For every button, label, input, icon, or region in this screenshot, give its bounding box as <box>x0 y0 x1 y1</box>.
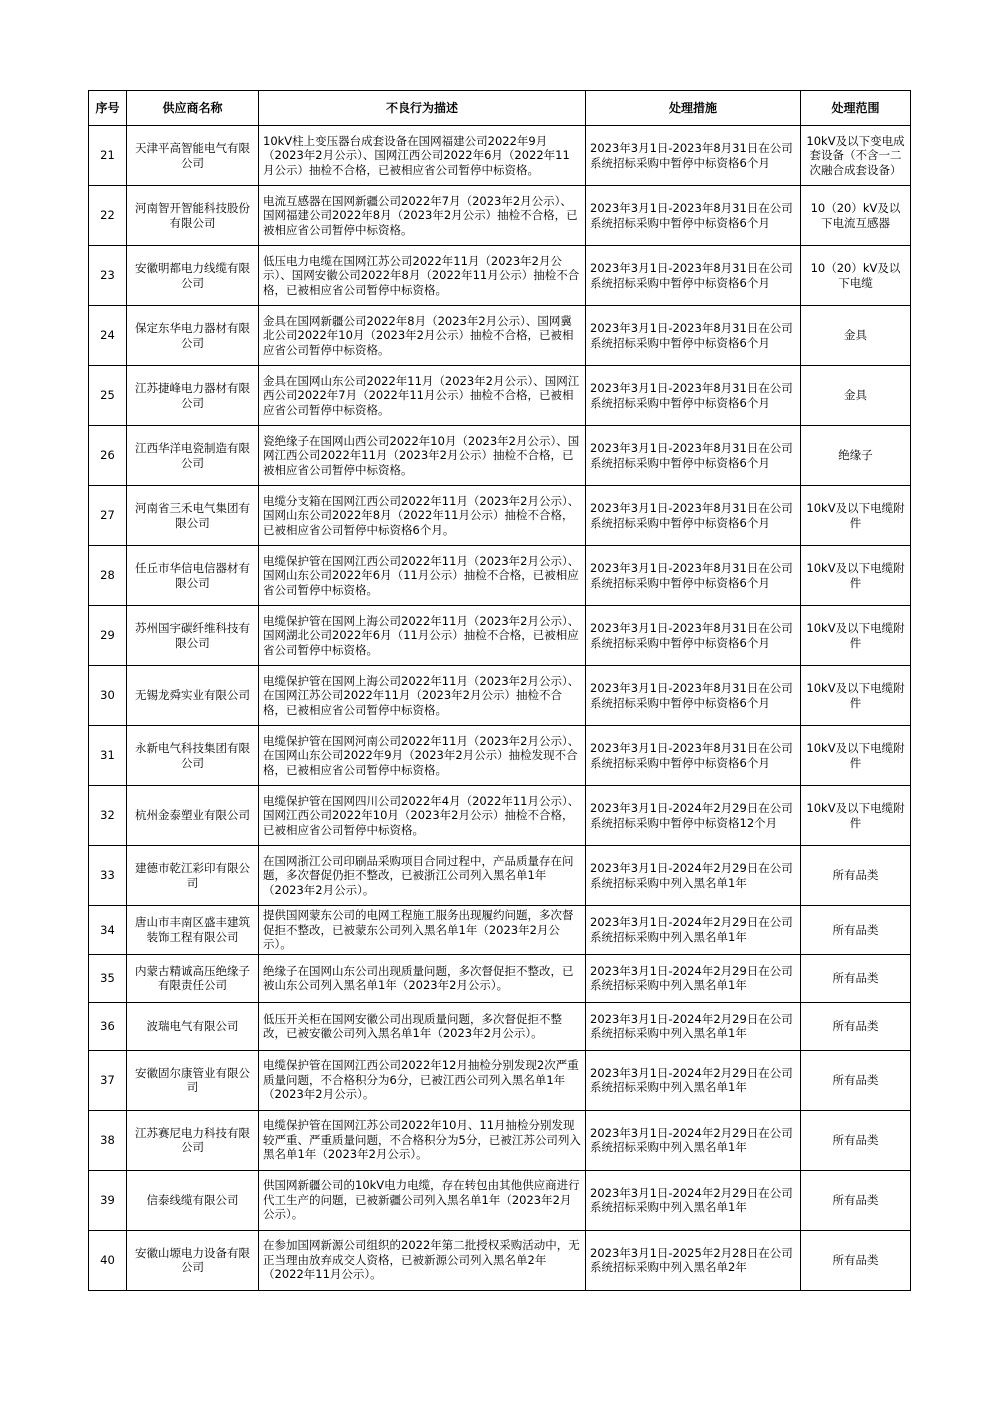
cell-measure: 2023年3月1日-2023年8月31日在公司系统招标采购中暂停中标资格6个月 <box>586 486 801 546</box>
cell-no: 40 <box>89 1230 127 1290</box>
cell-supplier: 河南省三禾电气集团有限公司 <box>127 486 259 546</box>
violation-table <box>88 90 911 1291</box>
cell-no: 31 <box>89 726 127 786</box>
table-header-row <box>89 91 911 126</box>
cell-supplier: 江西华洋电瓷制造有限公司 <box>127 426 259 486</box>
cell-measure: 2023年3月1日-2023年8月31日在公司系统招标采购中暂停中标资格6个月 <box>586 186 801 246</box>
cell-description: 瓷绝缘子在国网山西公司2022年10月（2023年2月公示）、国网江西公司2022年11月（2023年2月公示）抽检不合格，已被相应省公司暂停中标资格。 <box>259 426 586 486</box>
cell-scope: 10kV及以下电缆附件 <box>801 486 911 546</box>
cell-measure: 2023年3月1日-2024年2月29日在公司系统招标采购中列入黑名单1年 <box>586 846 801 906</box>
cell-scope: 所有品类 <box>801 906 911 955</box>
cell-supplier: 永新电气科技集团有限公司 <box>127 726 259 786</box>
cell-scope: 10（20）kV及以下电缆 <box>801 246 911 306</box>
cell-measure: 2023年3月1日-2023年8月31日在公司系统招标采购中暂停中标资格6个月 <box>586 366 801 426</box>
cell-measure: 2023年3月1日-2024年2月29日在公司系统招标采购中列入黑名单1年 <box>586 954 801 1002</box>
table-row <box>89 786 911 846</box>
table-row <box>89 846 911 906</box>
table-row <box>89 1050 911 1110</box>
cell-no: 34 <box>89 906 127 955</box>
header-description: 不良行为描述 <box>259 91 586 126</box>
table-row <box>89 1230 911 1290</box>
header-no: 序号 <box>89 91 127 126</box>
cell-scope: 10kV及以下变电成套设备（不含一二次融合成套设备） <box>801 126 911 186</box>
cell-scope: 金具 <box>801 306 911 366</box>
cell-measure: 2023年3月1日-2025年2月28日在公司系统招标采购中列入黑名单2年 <box>586 1230 801 1290</box>
table-row <box>89 666 911 726</box>
cell-description: 电流互感器在国网新疆公司2022年7月（2023年2月公示）、国网福建公司2022年8月（2023年2月公示）抽检不合格，已被相应省公司暂停中标资格。 <box>259 186 586 246</box>
cell-supplier: 任丘市华信电信器材有限公司 <box>127 546 259 606</box>
table-row <box>89 186 911 246</box>
table-row <box>89 246 911 306</box>
cell-description: 电缆保护管在国网江西公司2022年11月（2023年2月公示）、国网山东公司2022年6月（11月公示）抽检不合格，已被相应省公司暂停中标资格。 <box>259 546 586 606</box>
header-measure: 处理措施 <box>586 91 801 126</box>
cell-no: 38 <box>89 1110 127 1170</box>
cell-description: 电缆保护管在国网江西公司2022年12月抽检分别发现2次严重质量问题，不合格积分为6分，已被江西公司列入黑名单1年（2023年2月公示）。 <box>259 1050 586 1110</box>
cell-scope: 所有品类 <box>801 1002 911 1050</box>
cell-no: 37 <box>89 1050 127 1110</box>
cell-description: 电缆保护管在国网上海公司2022年11月（2023年2月公示）、在国网江苏公司2022年11月（2023年2月公示）抽检不合格，已被相应省公司暂停中标资格。 <box>259 666 586 726</box>
cell-measure: 2023年3月1日-2024年2月29日在公司系统招标采购中列入黑名单1年 <box>586 1110 801 1170</box>
cell-no: 39 <box>89 1170 127 1230</box>
table-row <box>89 906 911 955</box>
header-supplier: 供应商名称 <box>127 91 259 126</box>
cell-scope: 绝缘子 <box>801 426 911 486</box>
cell-description: 低压电力电缆在国网江苏公司2022年11月（2023年2月公示）、国网安徽公司2022年8月（2022年11月公示）抽检不合格，已被相应省公司暂停中标资格。 <box>259 246 586 306</box>
cell-measure: 2023年3月1日-2023年8月31日在公司系统招标采购中暂停中标资格6个月 <box>586 726 801 786</box>
cell-description: 电缆分支箱在国网江西公司2022年11月（2023年2月公示）、国网山东公司2022年8月（2022年11月公示）抽检不合格，已被相应省公司暂停中标资格6个月。 <box>259 486 586 546</box>
cell-scope: 所有品类 <box>801 1110 911 1170</box>
cell-supplier: 江苏赛尼电力科技有限公司 <box>127 1110 259 1170</box>
cell-supplier: 唐山市丰南区盛丰建筑装饰工程有限公司 <box>127 906 259 955</box>
cell-no: 32 <box>89 786 127 846</box>
table-row <box>89 426 911 486</box>
table-row <box>89 1110 911 1170</box>
cell-scope: 10kV及以下电缆附件 <box>801 546 911 606</box>
cell-no: 30 <box>89 666 127 726</box>
cell-description: 电缆保护管在国网江苏公司2022年10月、11月抽检分别发现较严重、严重质量问题，不合格积分为5分，已被江苏公司列入黑名单1年（2023年2月公示）。 <box>259 1110 586 1170</box>
cell-supplier: 保定东华电力器材有限公司 <box>127 306 259 366</box>
cell-scope: 所有品类 <box>801 954 911 1002</box>
cell-scope: 10kV及以下电缆附件 <box>801 786 911 846</box>
cell-scope: 10（20）kV及以下电流互感器 <box>801 186 911 246</box>
cell-supplier: 安徽固尔康管业有限公司 <box>127 1050 259 1110</box>
cell-no: 22 <box>89 186 127 246</box>
table-row <box>89 1002 911 1050</box>
cell-supplier: 建德市乾江彩印有限公司 <box>127 846 259 906</box>
cell-measure: 2023年3月1日-2023年8月31日在公司系统招标采购中暂停中标资格6个月 <box>586 606 801 666</box>
table-row <box>89 606 911 666</box>
table-row <box>89 726 911 786</box>
cell-description: 绝缘子在国网山东公司出现质量问题，多次督促拒不整改，已被山东公司列入黑名单1年（2023年2月公示）。 <box>259 954 586 1002</box>
cell-description: 10kV柱上变压器台成套设备在国网福建公司2022年9月（2023年2月公示）、国网江西公司2022年6月（2022年11月公示）抽检不合格，已被相应省公司暂停中标资格。 <box>259 126 586 186</box>
cell-supplier: 信泰线缆有限公司 <box>127 1170 259 1230</box>
table-row <box>89 954 911 1002</box>
cell-supplier: 波瑞电气有限公司 <box>127 1002 259 1050</box>
cell-supplier: 江苏捷峰电力器材有限公司 <box>127 366 259 426</box>
cell-supplier: 苏州国宇碳纤维科技有限公司 <box>127 606 259 666</box>
cell-no: 25 <box>89 366 127 426</box>
cell-measure: 2023年3月1日-2024年2月29日在公司系统招标采购中列入黑名单1年 <box>586 906 801 955</box>
cell-measure: 2023年3月1日-2023年8月31日在公司系统招标采购中暂停中标资格6个月 <box>586 306 801 366</box>
cell-supplier: 杭州金泰塑业有限公司 <box>127 786 259 846</box>
cell-no: 29 <box>89 606 127 666</box>
cell-measure: 2023年3月1日-2024年2月29日在公司系统招标采购中列入黑名单1年 <box>586 1170 801 1230</box>
cell-description: 电缆保护管在国网四川公司2022年4月（2022年11月公示）、国网江西公司2022年10月（2023年2月公示）抽检不合格，已被相应省公司暂停中标资格。 <box>259 786 586 846</box>
cell-no: 36 <box>89 1002 127 1050</box>
table-row <box>89 546 911 606</box>
cell-supplier: 内蒙古精诚高压绝缘子有限责任公司 <box>127 954 259 1002</box>
cell-no: 27 <box>89 486 127 546</box>
cell-description: 在国网浙江公司印刷品采购项目合同过程中，产品质量存在问题，多次督促仍拒不整改，已被浙江公司列入黑名单1年（2023年2月公示）。 <box>259 846 586 906</box>
cell-measure: 2023年3月1日-2024年2月29日在公司系统招标采购中列入黑名单1年 <box>586 1050 801 1110</box>
cell-scope: 金具 <box>801 366 911 426</box>
cell-description: 提供国网蒙东公司的电网工程施工服务出现履约问题，多次督促拒不整改，已被蒙东公司列入黑名单1年（2023年2月公示）。 <box>259 906 586 955</box>
cell-no: 23 <box>89 246 127 306</box>
cell-no: 21 <box>89 126 127 186</box>
cell-measure: 2023年3月1日-2023年8月31日在公司系统招标采购中暂停中标资格6个月 <box>586 666 801 726</box>
table-row <box>89 1170 911 1230</box>
cell-scope: 10kV及以下电缆附件 <box>801 606 911 666</box>
cell-supplier: 无锡龙舜实业有限公司 <box>127 666 259 726</box>
cell-measure: 2023年3月1日-2024年2月29日在公司系统招标采购中列入黑名单1年 <box>586 1002 801 1050</box>
cell-measure: 2023年3月1日-2024年2月29日在公司系统招标采购中暂停中标资格12个月 <box>586 786 801 846</box>
cell-description: 电缆保护管在国网上海公司2022年11月（2023年2月公示）、国网湖北公司2022年6月（11月公示）抽检不合格，已被相应省公司暂停中标资格。 <box>259 606 586 666</box>
cell-measure: 2023年3月1日-2023年8月31日在公司系统招标采购中暂停中标资格6个月 <box>586 126 801 186</box>
cell-supplier: 河南智开智能科技股份有限公司 <box>127 186 259 246</box>
table-row <box>89 306 911 366</box>
table-row <box>89 366 911 426</box>
cell-no: 28 <box>89 546 127 606</box>
table-row <box>89 486 911 546</box>
cell-measure: 2023年3月1日-2023年8月31日在公司系统招标采购中暂停中标资格6个月 <box>586 546 801 606</box>
cell-scope: 所有品类 <box>801 1230 911 1290</box>
cell-no: 33 <box>89 846 127 906</box>
cell-no: 24 <box>89 306 127 366</box>
cell-supplier: 安徽山塬电力设备有限公司 <box>127 1230 259 1290</box>
cell-description: 在参加国网新源公司组织的2022年第二批授权采购活动中，无正当理由放弃成交人资格，已被新源公司列入黑名单2年（2022年11月公示）。 <box>259 1230 586 1290</box>
cell-scope: 所有品类 <box>801 1170 911 1230</box>
header-scope: 处理范围 <box>801 91 911 126</box>
cell-supplier: 安徽明都电力线缆有限公司 <box>127 246 259 306</box>
cell-scope: 10kV及以下电缆附件 <box>801 666 911 726</box>
cell-description: 金具在国网山东公司2022年11月（2023年2月公示）、国网江西公司2022年7月（2022年11月公示）抽检不合格，已被相应省公司暂停中标资格。 <box>259 366 586 426</box>
table-row <box>89 126 911 186</box>
cell-scope: 10kV及以下电缆附件 <box>801 726 911 786</box>
cell-supplier: 天津平高智能电气有限公司 <box>127 126 259 186</box>
cell-description: 低压开关柜在国网安徽公司出现质量问题，多次督促拒不整改，已被安徽公司列入黑名单1年（2023年2月公示）。 <box>259 1002 586 1050</box>
cell-no: 26 <box>89 426 127 486</box>
cell-scope: 所有品类 <box>801 846 911 906</box>
cell-measure: 2023年3月1日-2023年8月31日在公司系统招标采购中暂停中标资格6个月 <box>586 246 801 306</box>
cell-measure: 2023年3月1日-2023年8月31日在公司系统招标采购中暂停中标资格6个月 <box>586 426 801 486</box>
cell-description: 金具在国网新疆公司2022年8月（2023年2月公示）、国网冀北公司2022年10月（2023年2月公示）抽检不合格，已被相应省公司暂停中标资格。 <box>259 306 586 366</box>
cell-description: 电缆保护管在国网河南公司2022年11月（2023年2月公示）、在国网山东公司2022年9月（2023年2月公示）抽检发现不合格，已被相应省公司暂停中标资格。 <box>259 726 586 786</box>
cell-description: 供国网新疆公司的10kV电力电缆，存在转包由其他供应商进行代工生产的问题，已被新疆公司列入黑名单1年（2023年2月公示）。 <box>259 1170 586 1230</box>
cell-no: 35 <box>89 954 127 1002</box>
cell-scope: 所有品类 <box>801 1050 911 1110</box>
